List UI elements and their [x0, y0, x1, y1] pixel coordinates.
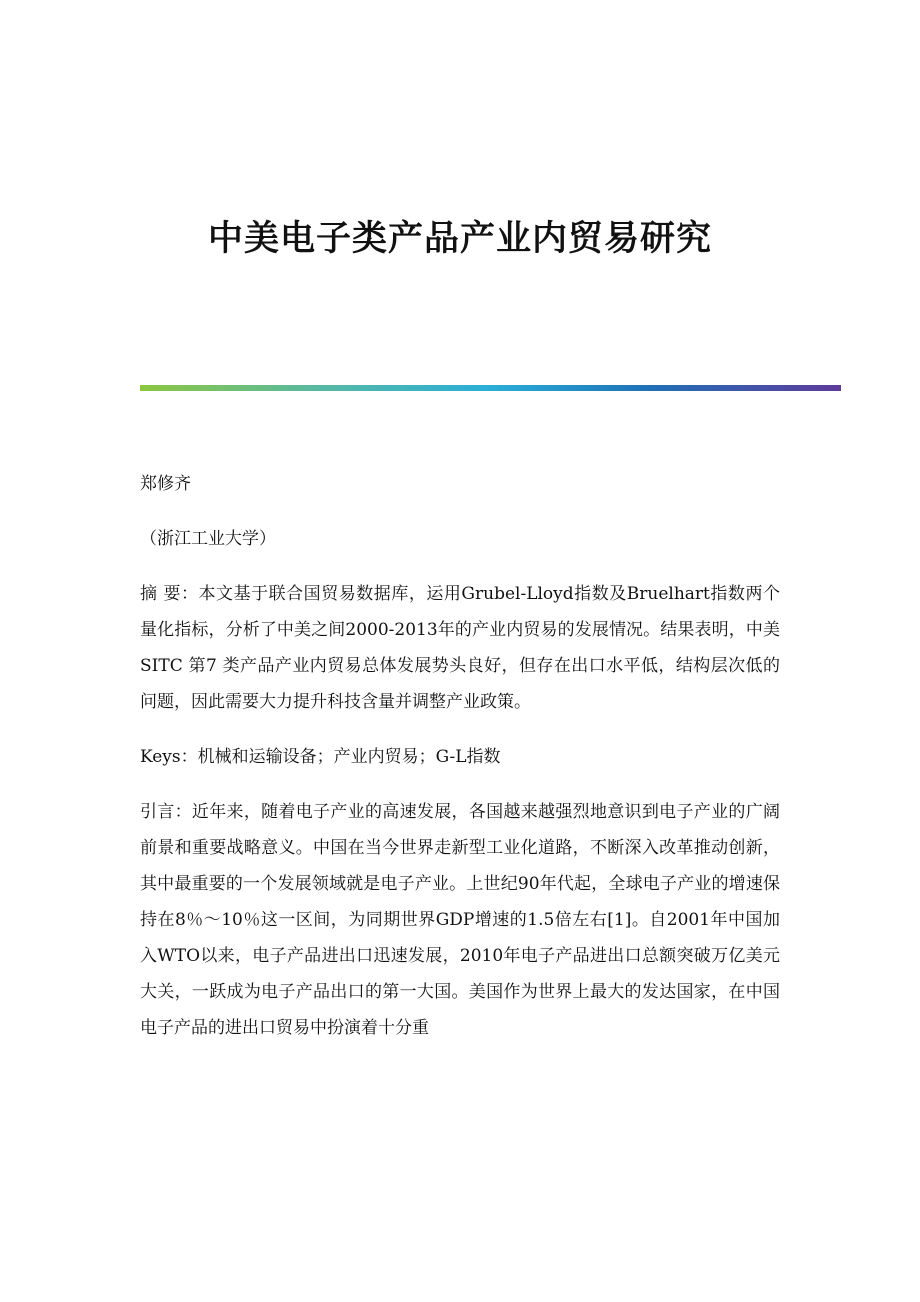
title-divider-gradient: [140, 385, 841, 391]
paper-title: 中美电子类产品产业内贸易研究: [207, 219, 712, 259]
abstract-paragraph: 摘 要：本文基于联合国贸易数据库，运用Grubel-Lloyd指数及Bruelhart指数两个量化指标，分析了中美之间2000-2013年的产业内贸易的发展情况。结果表明，中美SITC 第7 类产品产业内贸易总体发展势头良好，但存在出口水平低，结构层次低的问题，因此需要大力提升科技含量并调整产业政策。: [140, 584, 780, 712]
keywords-line: Keys：机械和运输设备；产业内贸易；G-L指数: [140, 747, 501, 767]
introduction-paragraph: 引言：近年来，随着电子产业的高速发展，各国越来越强烈地意识到电子产业的广阔前景和重要战略意义。中国在当今世界走新型工业化道路，不断深入改革推动创新，其中最重要的一个发展领域就是电子产业。上世纪90年代起，全球电子产业的增速保持在8％～10％这一区间，为同期世界GDP增速的1.5倍左右[1]。自2001年中国加入WTO以来，电子产品进出口迅速发展，2010年电子产品进出口总额突破万亿美元大关，一跃成为电子产品出口的第一大国。美国作为世界上最大的发达国家，在中国电子产品的进出口贸易中扮演着十分重: [140, 802, 780, 1038]
author-name: 郑修齐: [140, 474, 191, 494]
author-affiliation: （浙江工业大学）: [140, 529, 276, 549]
body-content: [140, 466, 780, 1065]
